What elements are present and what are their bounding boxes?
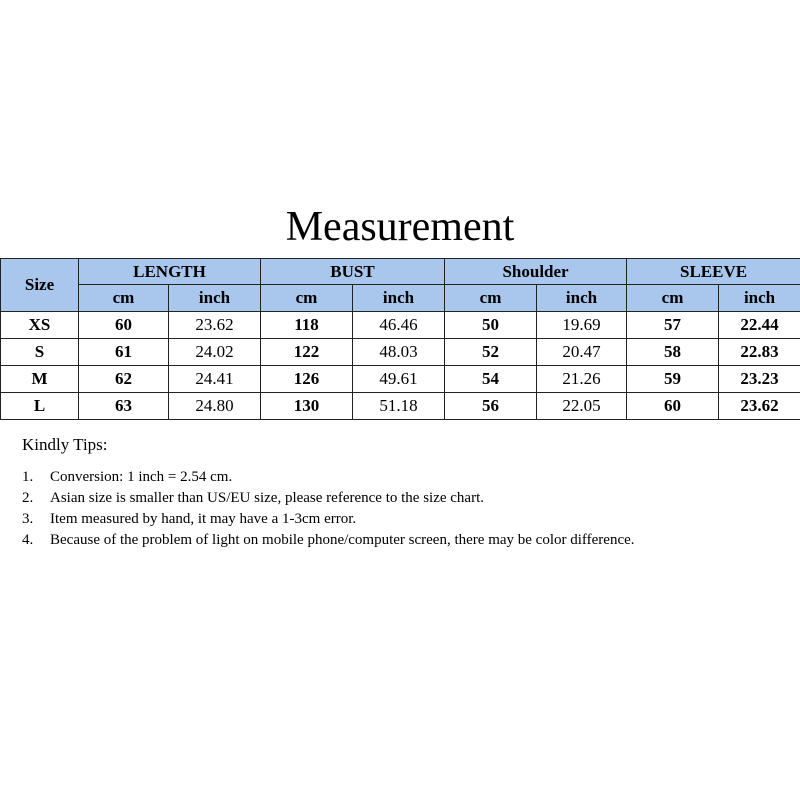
sleeve-inch-cell: 23.62 bbox=[719, 393, 800, 420]
tip-number: 1. bbox=[22, 469, 34, 485]
unit-header: cm bbox=[261, 285, 353, 312]
unit-header: cm bbox=[79, 285, 169, 312]
tip-text: Because of the problem of light on mobile phone/computer screen, there may be color difference. bbox=[50, 532, 635, 548]
group-header-bust: BUST bbox=[261, 259, 445, 285]
shoulder-inch-cell: 20.47 bbox=[537, 339, 627, 366]
size-label: M bbox=[1, 366, 79, 393]
page-title: Measurement bbox=[285, 204, 515, 250]
unit-header: inch bbox=[537, 285, 627, 312]
list-item bbox=[22, 488, 742, 509]
unit-header: inch bbox=[169, 285, 261, 312]
group-header-shoulder: Shoulder bbox=[445, 259, 627, 285]
size-header: Size bbox=[1, 259, 79, 312]
unit-header: cm bbox=[627, 285, 719, 312]
unit-header: cm bbox=[445, 285, 537, 312]
size-label: L bbox=[1, 393, 79, 420]
bust-inch-cell: 48.03 bbox=[353, 339, 445, 366]
bust-cm-cell: 122 bbox=[261, 339, 353, 366]
sleeve-cm-cell: 60 bbox=[627, 393, 719, 420]
unit-header: inch bbox=[353, 285, 445, 312]
tip-number: 4. bbox=[22, 532, 34, 548]
bust-cm-cell: 118 bbox=[261, 312, 353, 339]
bust-inch-cell: 51.18 bbox=[353, 393, 445, 420]
bust-cm-cell: 130 bbox=[261, 393, 353, 420]
unit-header: inch bbox=[719, 285, 800, 312]
length-cm-cell: 62 bbox=[79, 366, 169, 393]
unit-header-row bbox=[1, 285, 800, 312]
shoulder-cm-cell: 50 bbox=[445, 312, 537, 339]
length-inch-cell: 23.62 bbox=[169, 312, 261, 339]
list-item bbox=[22, 467, 742, 488]
length-cm-cell: 63 bbox=[79, 393, 169, 420]
tip-number: 2. bbox=[22, 490, 34, 506]
sleeve-cm-cell: 59 bbox=[627, 366, 719, 393]
length-inch-cell: 24.41 bbox=[169, 366, 261, 393]
size-label: S bbox=[1, 339, 79, 366]
length-cm-cell: 60 bbox=[79, 312, 169, 339]
tips-heading: Kindly Tips: bbox=[22, 435, 108, 454]
table-row bbox=[1, 393, 800, 420]
group-header-sleeve: SLEEVE bbox=[627, 259, 800, 285]
sleeve-cm-cell: 57 bbox=[627, 312, 719, 339]
bust-inch-cell: 46.46 bbox=[353, 312, 445, 339]
tip-text: Conversion: 1 inch = 2.54 cm. bbox=[50, 469, 233, 485]
tip-number: 3. bbox=[22, 511, 34, 527]
group-header-row bbox=[1, 259, 800, 285]
length-inch-cell: 24.80 bbox=[169, 393, 261, 420]
tip-text: Item measured by hand, it may have a 1-3cm error. bbox=[50, 511, 357, 527]
list-item bbox=[22, 530, 742, 551]
tips-list bbox=[22, 467, 742, 551]
table-row bbox=[1, 366, 800, 393]
shoulder-cm-cell: 56 bbox=[445, 393, 537, 420]
sleeve-cm-cell: 58 bbox=[627, 339, 719, 366]
shoulder-inch-cell: 19.69 bbox=[537, 312, 627, 339]
table-row bbox=[1, 312, 800, 339]
size-chart-table bbox=[0, 258, 800, 420]
length-inch-cell: 24.02 bbox=[169, 339, 261, 366]
shoulder-cm-cell: 52 bbox=[445, 339, 537, 366]
shoulder-inch-cell: 22.05 bbox=[537, 393, 627, 420]
tip-text: Asian size is smaller than US/EU size, please reference to the size chart. bbox=[50, 490, 484, 506]
bust-cm-cell: 126 bbox=[261, 366, 353, 393]
sleeve-inch-cell: 23.23 bbox=[719, 366, 800, 393]
table-row bbox=[1, 339, 800, 366]
shoulder-inch-cell: 21.26 bbox=[537, 366, 627, 393]
size-label: XS bbox=[1, 312, 79, 339]
group-header-length: LENGTH bbox=[79, 259, 261, 285]
bust-inch-cell: 49.61 bbox=[353, 366, 445, 393]
shoulder-cm-cell: 54 bbox=[445, 366, 537, 393]
list-item bbox=[22, 509, 742, 530]
sleeve-inch-cell: 22.44 bbox=[719, 312, 800, 339]
length-cm-cell: 61 bbox=[79, 339, 169, 366]
sleeve-inch-cell: 22.83 bbox=[719, 339, 800, 366]
